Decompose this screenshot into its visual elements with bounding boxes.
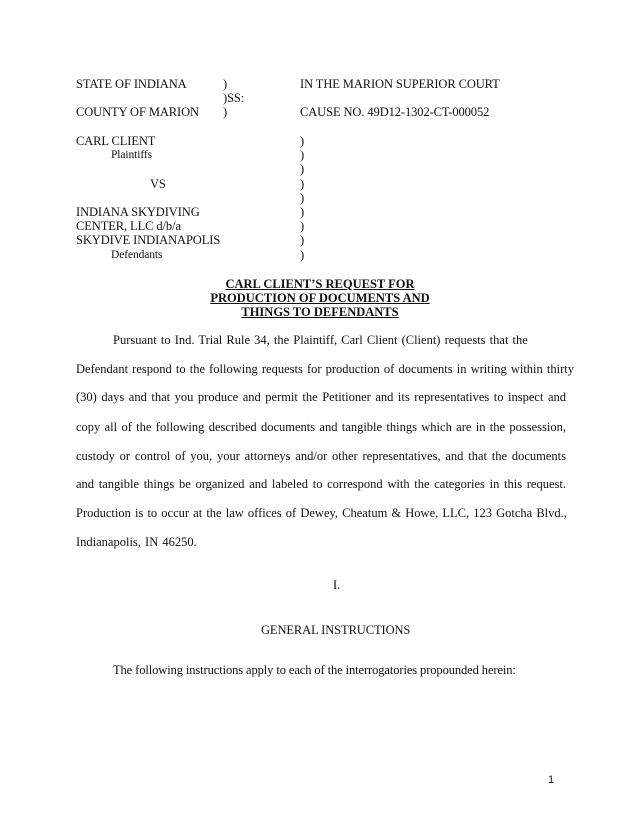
county-label: COUNTY OF MARION: [76, 105, 199, 119]
section-heading: GENERAL INSTRUCTIONS: [261, 623, 411, 637]
caption-paren: ): [300, 205, 305, 219]
paragraph-line: copy all of the following described documents and tangible things which are in the possession,: [76, 420, 566, 434]
plaintiff-role: Plaintiffs: [111, 149, 152, 161]
caption-paren: ): [223, 105, 228, 119]
document-title-line-3: THINGS TO DEFENDANTS: [241, 305, 399, 319]
paragraph-line: and tangible things be organized and labeled to correspond with the categories in this request.: [76, 477, 566, 491]
defendant-line-3: SKYDIVE INDIANAPOLIS: [76, 233, 221, 247]
ss-label: )SS:: [223, 91, 245, 105]
caption-paren: ): [223, 77, 228, 91]
paragraph-line: Indianapolis, IN 46250.: [76, 535, 197, 549]
versus-label: VS: [150, 177, 166, 191]
caption-paren: ): [300, 148, 305, 162]
paragraph-line: custody or control of you, your attorneys and/or other representatives, and that the documents: [76, 449, 566, 463]
plaintiff-name: CARL CLIENT: [76, 134, 156, 148]
instructions-intro: The following instructions apply to each of the interrogatories propounded herein:: [113, 663, 516, 677]
caption-paren: ): [300, 177, 305, 191]
section-numeral: I.: [333, 578, 341, 592]
court-name: IN THE MARION SUPERIOR COURT: [300, 77, 500, 91]
paragraph-line: Defendant respond to the following requests for production of documents in writing within thirty: [76, 362, 574, 376]
caption-paren: ): [300, 248, 305, 262]
caption-paren: ): [300, 233, 305, 247]
paragraph-line: Pursuant to Ind. Trial Rule 34, the Plaintiff, Carl Client (Client) requests that the: [113, 333, 528, 347]
defendant-line-1: INDIANA SKYDIVING: [76, 205, 200, 219]
paragraph-line: Production is to occur at the law offices of Dewey, Cheatum & Howe, LLC, 123 Gotcha Blvd.,: [76, 506, 567, 520]
document-title-line-2: PRODUCTION OF DOCUMENTS AND: [210, 291, 430, 305]
caption-paren: ): [300, 162, 305, 176]
caption-paren: ): [300, 191, 305, 205]
paragraph-line: (30) days and that you produce and permit the Petitioner and its representatives to inspect and: [76, 390, 566, 404]
defendant-line-2: CENTER, LLC d/b/a: [76, 219, 181, 233]
state-label: STATE OF INDIANA: [76, 77, 187, 91]
defendant-role: Defendants: [111, 249, 163, 261]
caption-paren: ): [300, 134, 305, 148]
caption-paren: ): [300, 219, 305, 233]
document-title-line-1: CARL CLIENT’S REQUEST FOR: [225, 277, 415, 291]
cause-number: CAUSE NO. 49D12-1302-CT-000052: [300, 105, 490, 119]
page-number: 1: [548, 774, 555, 786]
